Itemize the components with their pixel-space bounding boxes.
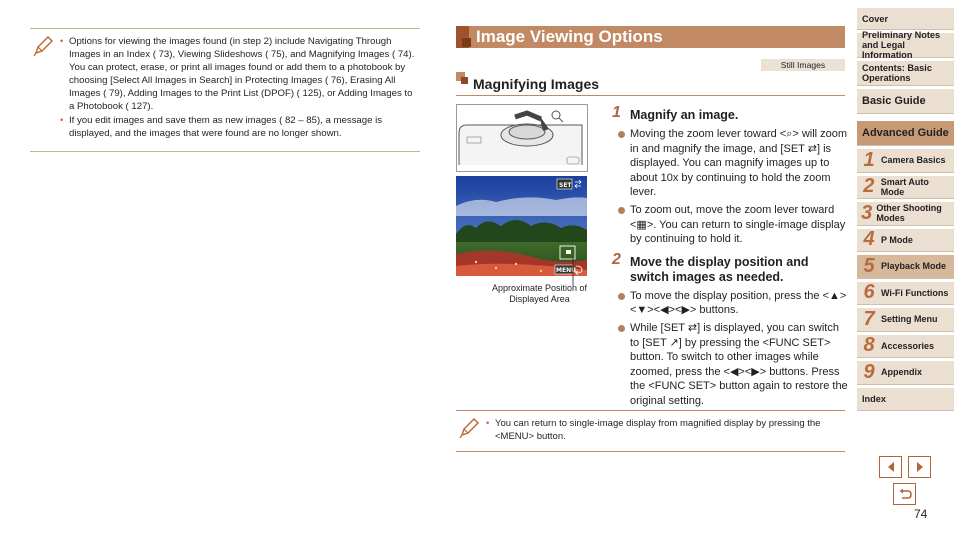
step-2-bullet: While [SET ⇄] is displayed, you can switch to [SET ↗] by pressing the <FUNC SET> button. To switch to other images while zoomed, press the <◀><▶> buttons. Press the <FUNC SET> button again to restore the original setting. (612, 321, 848, 409)
pencil-icon (458, 417, 480, 439)
note-item: • Options for viewing the images found (in step 2) include Navigating Through Images in an Index ( 73), Viewing Slideshows ( 75), and Magnifying Images ( 74). You can protect, erase, or print all images found or add them to a photobook by choosing [Select All Images in Search] in Protecting Images ( 76), Erasing All Images ( 79), Adding Images to the Print List (DPOF) ( 125), or Adding Images to a Photobook ( 127). (60, 35, 420, 113)
magnify-icon (552, 111, 560, 119)
still-images-tag: Still Images (761, 59, 845, 71)
step-1-bullet: To zoom out, move the zoom lever toward <▦>. You can return to single-image display by continuing to hold it. (612, 203, 848, 247)
camera-top-drawing (457, 105, 587, 171)
sidebar-chapter-5[interactable]: 5 Playback Mode (857, 255, 954, 279)
chapter-sidebar (857, 8, 954, 414)
pencil-icon (32, 35, 54, 57)
step-number: 2 (612, 250, 621, 268)
sample-photo (456, 176, 587, 276)
figure-caption: Approximate Position of Displayed Area (491, 283, 588, 304)
sidebar-chapter-7[interactable]: 7 Setting Menu (857, 308, 954, 332)
sidebar-chapter-2[interactable]: 2 Smart Auto Mode (857, 176, 954, 200)
steps-list (612, 104, 848, 415)
subsection-header (456, 72, 845, 96)
step-2-title: 2 Move the display position and switch images as needed. (612, 250, 809, 284)
sidebar-chapter-6[interactable]: 6 Wi-Fi Functions (857, 282, 954, 306)
sidebar-item-preliminary-notes[interactable]: Preliminary Notes and Legal Information (857, 33, 954, 58)
step-1-bullet: Moving the zoom lever toward <⌕> will zoom in and magnify the image, and [SET ⇄] is displayed. You can magnify images up to about 10x by continuing to hold the zoom lever. (612, 127, 848, 200)
sidebar-item-index[interactable]: Index (857, 388, 954, 411)
note-item: • You can return to single-image display from magnified display by pressing the <MENU> button. (486, 417, 845, 443)
sidebar-chapter-3[interactable]: 3 Other Shooting Modes (857, 202, 954, 226)
left-notes-panel (30, 28, 420, 152)
prev-page-button[interactable] (879, 456, 902, 478)
sidebar-item-basic-guide[interactable]: Basic Guide (857, 89, 954, 114)
back-button[interactable] (893, 483, 916, 505)
section-title: Image Viewing Options (476, 27, 663, 46)
svg-text:SET: SET (559, 182, 572, 189)
sidebar-item-cover[interactable]: Cover (857, 8, 954, 30)
section-header (456, 26, 845, 48)
note-item: • If you edit images and save them as new images ( 82 – 85), a message is displayed, and the images that were found are no longer shown. (60, 114, 420, 140)
step-2-bullet: To move the display position, press the <▲><▼><◀><▶> buttons. (612, 289, 848, 318)
sidebar-item-advanced-guide[interactable]: Advanced Guide (857, 121, 954, 146)
sidebar-chapter-9[interactable]: 9 Appendix (857, 361, 954, 385)
sidebar-item-contents[interactable]: Contents: Basic Operations (857, 61, 954, 86)
step-number: 1 (612, 104, 621, 121)
return-icon (898, 488, 912, 500)
arrow-left-icon (885, 461, 897, 473)
sidebar-chapter-8[interactable]: 8 Accessories (857, 335, 954, 359)
step-1-title: 1 Magnify an image. (612, 104, 739, 122)
arrow-right-icon (914, 461, 926, 473)
page-number: 74 (914, 507, 928, 521)
sidebar-chapter-1[interactable]: 1 Camera Basics (857, 149, 954, 173)
next-page-button[interactable] (908, 456, 931, 478)
camera-illustration (456, 104, 588, 172)
bottom-note-panel (456, 410, 845, 452)
sidebar-chapter-4[interactable]: 4 P Mode (857, 229, 954, 253)
svg-text:MENU: MENU (556, 267, 576, 274)
subsection-title: Magnifying Images (473, 76, 600, 92)
